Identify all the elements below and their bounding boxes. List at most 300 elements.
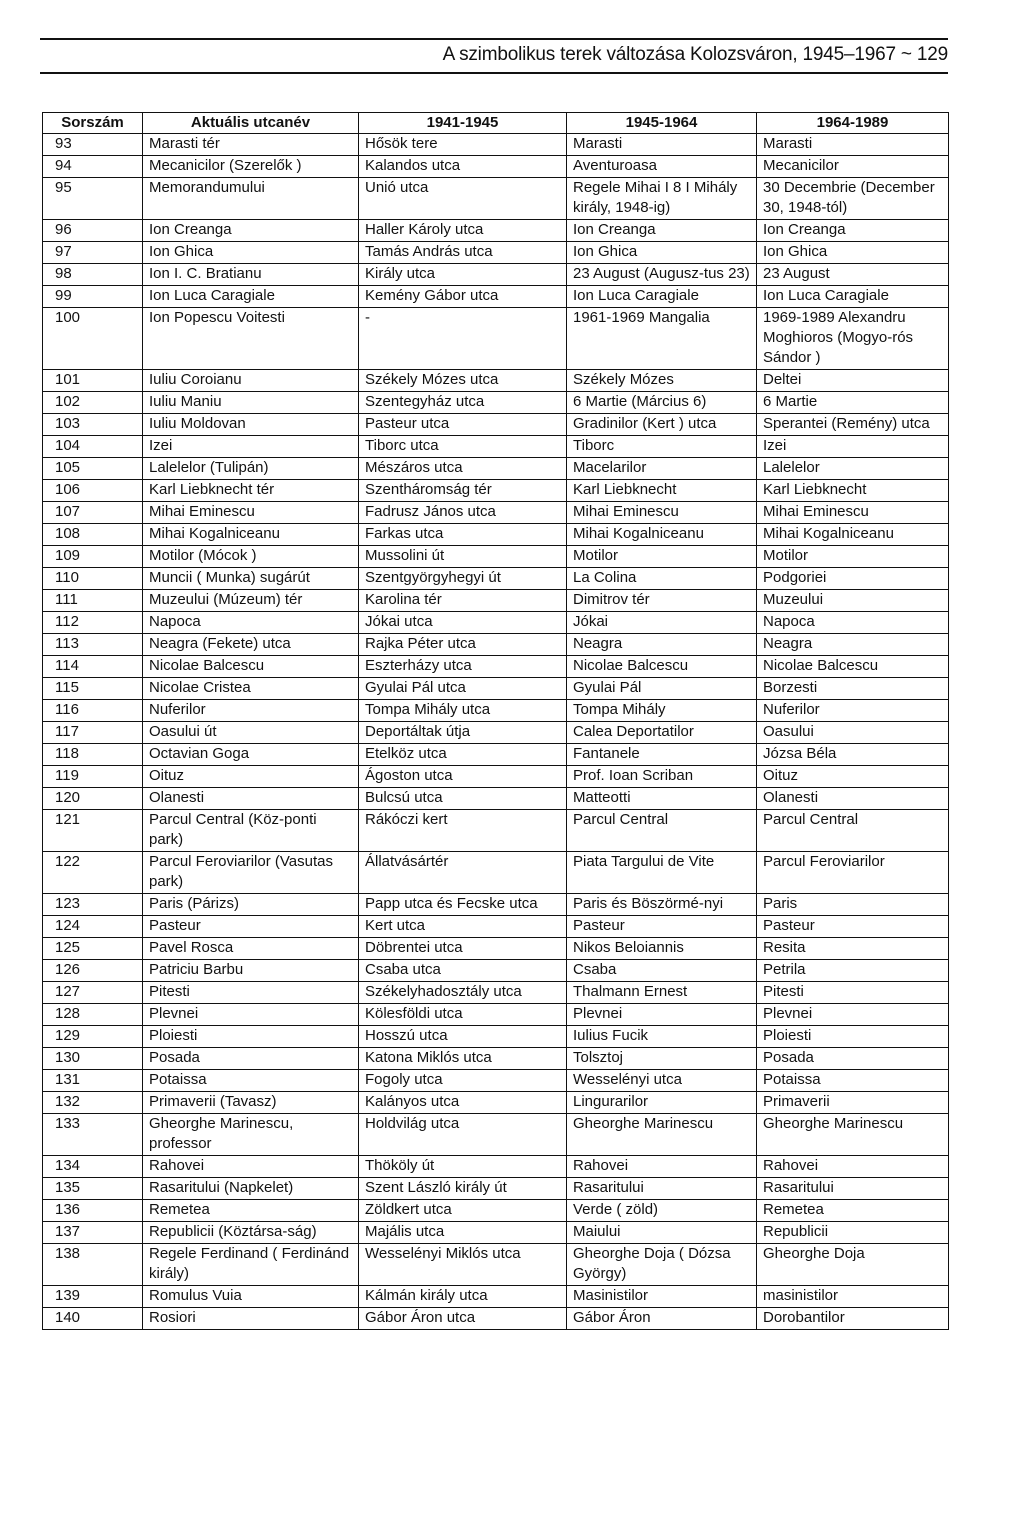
row-number-cell: 129 bbox=[43, 1026, 143, 1048]
table-row bbox=[43, 960, 949, 982]
row-number-cell: 97 bbox=[43, 242, 143, 264]
current-name-cell: Remetea bbox=[143, 1200, 359, 1222]
name-1945-1964-cell: Maiului bbox=[567, 1222, 757, 1244]
table-row bbox=[43, 634, 949, 656]
current-name-cell: Mihai Kogalniceanu bbox=[143, 524, 359, 546]
name-1941-1945-cell: Tamás András utca bbox=[359, 242, 567, 264]
name-1945-1964-cell: Paris és Böszörmé-nyi bbox=[567, 894, 757, 916]
table-row bbox=[43, 1070, 949, 1092]
name-1964-1989-cell: Podgoriei bbox=[757, 568, 949, 590]
table-row bbox=[43, 370, 949, 392]
current-name-cell: Izei bbox=[143, 436, 359, 458]
name-1964-1989-cell: Plevnei bbox=[757, 1004, 949, 1026]
current-name-cell: Patriciu Barbu bbox=[143, 960, 359, 982]
name-1964-1989-cell: 6 Martie bbox=[757, 392, 949, 414]
name-1945-1964-cell: Tompa Mihály bbox=[567, 700, 757, 722]
table-row bbox=[43, 788, 949, 810]
column-header-current-name: Aktuális utcanév bbox=[143, 113, 359, 134]
name-1941-1945-cell: Gábor Áron utca bbox=[359, 1308, 567, 1330]
name-1945-1964-cell: Motilor bbox=[567, 546, 757, 568]
current-name-cell: Nicolae Cristea bbox=[143, 678, 359, 700]
name-1945-1964-cell: Ion Ghica bbox=[567, 242, 757, 264]
row-number-cell: 123 bbox=[43, 894, 143, 916]
name-1964-1989-cell: Gheorghe Doja bbox=[757, 1244, 949, 1286]
current-name-cell: Ion Creanga bbox=[143, 220, 359, 242]
name-1964-1989-cell: Dorobantilor bbox=[757, 1308, 949, 1330]
name-1941-1945-cell: Király utca bbox=[359, 264, 567, 286]
current-name-cell: Karl Liebknecht tér bbox=[143, 480, 359, 502]
name-1941-1945-cell: Csaba utca bbox=[359, 960, 567, 982]
name-1964-1989-cell: Rasaritului bbox=[757, 1178, 949, 1200]
name-1941-1945-cell: Tompa Mihály utca bbox=[359, 700, 567, 722]
name-1945-1964-cell: Gheorghe Marinescu bbox=[567, 1114, 757, 1156]
name-1964-1989-cell: Mihai Kogalniceanu bbox=[757, 524, 949, 546]
current-name-cell: Oituz bbox=[143, 766, 359, 788]
row-number-cell: 133 bbox=[43, 1114, 143, 1156]
current-name-cell: Oasului út bbox=[143, 722, 359, 744]
row-number-cell: 120 bbox=[43, 788, 143, 810]
name-1945-1964-cell: Thalmann Ernest bbox=[567, 982, 757, 1004]
row-number-cell: 127 bbox=[43, 982, 143, 1004]
row-number-cell: 107 bbox=[43, 502, 143, 524]
table-row bbox=[43, 524, 949, 546]
current-name-cell: Nuferilor bbox=[143, 700, 359, 722]
table-row bbox=[43, 392, 949, 414]
current-name-cell: Memorandumului bbox=[143, 178, 359, 220]
name-1941-1945-cell: Tiborc utca bbox=[359, 436, 567, 458]
name-1941-1945-cell: Mussolini út bbox=[359, 546, 567, 568]
name-1941-1945-cell: Hősök tere bbox=[359, 134, 567, 156]
current-name-cell: Pasteur bbox=[143, 916, 359, 938]
current-name-cell: Gheorghe Marinescu, professor bbox=[143, 1114, 359, 1156]
name-1941-1945-cell: Székely Mózes utca bbox=[359, 370, 567, 392]
name-1964-1989-cell: Pitesti bbox=[757, 982, 949, 1004]
name-1941-1945-cell: Bulcsú utca bbox=[359, 788, 567, 810]
name-1964-1989-cell: Gheorghe Marinescu bbox=[757, 1114, 949, 1156]
name-1945-1964-cell: Dimitrov tér bbox=[567, 590, 757, 612]
table-row bbox=[43, 678, 949, 700]
name-1945-1964-cell: Csaba bbox=[567, 960, 757, 982]
row-number-cell: 93 bbox=[43, 134, 143, 156]
name-1945-1964-cell: Plevnei bbox=[567, 1004, 757, 1026]
column-header-1964-1989: 1964-1989 bbox=[757, 113, 949, 134]
name-1964-1989-cell: Paris bbox=[757, 894, 949, 916]
table-row bbox=[43, 982, 949, 1004]
name-1941-1945-cell: Rákóczi kert bbox=[359, 810, 567, 852]
table-row bbox=[43, 722, 949, 744]
current-name-cell: Pitesti bbox=[143, 982, 359, 1004]
table-row bbox=[43, 1026, 949, 1048]
table-row bbox=[43, 744, 949, 766]
name-1964-1989-cell: Motilor bbox=[757, 546, 949, 568]
name-1941-1945-cell: Szentgyörgyhegyi út bbox=[359, 568, 567, 590]
row-number-cell: 98 bbox=[43, 264, 143, 286]
row-number-cell: 100 bbox=[43, 308, 143, 370]
name-1964-1989-cell: Parcul Feroviarilor bbox=[757, 852, 949, 894]
row-number-cell: 137 bbox=[43, 1222, 143, 1244]
current-name-cell: Ion Luca Caragiale bbox=[143, 286, 359, 308]
row-number-cell: 125 bbox=[43, 938, 143, 960]
current-name-cell: Mihai Eminescu bbox=[143, 502, 359, 524]
current-name-cell: Pavel Rosca bbox=[143, 938, 359, 960]
table-row bbox=[43, 916, 949, 938]
row-number-cell: 108 bbox=[43, 524, 143, 546]
name-1941-1945-cell: Ágoston utca bbox=[359, 766, 567, 788]
name-1964-1989-cell: Napoca bbox=[757, 612, 949, 634]
name-1945-1964-cell: Fantanele bbox=[567, 744, 757, 766]
table-row bbox=[43, 286, 949, 308]
name-1941-1945-cell: Jókai utca bbox=[359, 612, 567, 634]
name-1945-1964-cell: Calea Deportatilor bbox=[567, 722, 757, 744]
name-1941-1945-cell: Kalandos utca bbox=[359, 156, 567, 178]
name-1964-1989-cell: Parcul Central bbox=[757, 810, 949, 852]
name-1945-1964-cell: Ion Creanga bbox=[567, 220, 757, 242]
current-name-cell: Napoca bbox=[143, 612, 359, 634]
name-1941-1945-cell: - bbox=[359, 308, 567, 370]
name-1964-1989-cell: Deltei bbox=[757, 370, 949, 392]
name-1945-1964-cell: Marasti bbox=[567, 134, 757, 156]
row-number-cell: 111 bbox=[43, 590, 143, 612]
name-1941-1945-cell: Karolina tér bbox=[359, 590, 567, 612]
name-1945-1964-cell: Piata Targului de Vite bbox=[567, 852, 757, 894]
row-number-cell: 134 bbox=[43, 1156, 143, 1178]
current-name-cell: Republicii (Köztársa-ság) bbox=[143, 1222, 359, 1244]
table-body bbox=[43, 134, 949, 1330]
table-row bbox=[43, 590, 949, 612]
row-number-cell: 96 bbox=[43, 220, 143, 242]
table-row bbox=[43, 852, 949, 894]
table-row bbox=[43, 178, 949, 220]
name-1941-1945-cell: Kölesföldi utca bbox=[359, 1004, 567, 1026]
row-number-cell: 103 bbox=[43, 414, 143, 436]
name-1945-1964-cell: Neagra bbox=[567, 634, 757, 656]
name-1964-1989-cell: Pasteur bbox=[757, 916, 949, 938]
row-number-cell: 110 bbox=[43, 568, 143, 590]
name-1941-1945-cell: Thököly út bbox=[359, 1156, 567, 1178]
current-name-cell: Parcul Feroviarilor (Vasutas park) bbox=[143, 852, 359, 894]
name-1945-1964-cell: Karl Liebknecht bbox=[567, 480, 757, 502]
table-row bbox=[43, 894, 949, 916]
row-number-cell: 105 bbox=[43, 458, 143, 480]
name-1964-1989-cell: Ploiesti bbox=[757, 1026, 949, 1048]
current-name-cell: Ion Popescu Voitesti bbox=[143, 308, 359, 370]
current-name-cell: Lalelelor (Tulipán) bbox=[143, 458, 359, 480]
current-name-cell: Primaverii (Tavasz) bbox=[143, 1092, 359, 1114]
table-row bbox=[43, 700, 949, 722]
name-1964-1989-cell: Primaverii bbox=[757, 1092, 949, 1114]
name-1964-1989-cell: Nuferilor bbox=[757, 700, 949, 722]
name-1964-1989-cell: Republicii bbox=[757, 1222, 949, 1244]
row-number-cell: 106 bbox=[43, 480, 143, 502]
table-row bbox=[43, 810, 949, 852]
table-row bbox=[43, 568, 949, 590]
row-number-cell: 140 bbox=[43, 1308, 143, 1330]
name-1964-1989-cell: Ion Creanga bbox=[757, 220, 949, 242]
name-1945-1964-cell: Parcul Central bbox=[567, 810, 757, 852]
name-1941-1945-cell: Fogoly utca bbox=[359, 1070, 567, 1092]
name-1941-1945-cell: Holdvilág utca bbox=[359, 1114, 567, 1156]
table-row bbox=[43, 1308, 949, 1330]
row-number-cell: 132 bbox=[43, 1092, 143, 1114]
column-header-number: Sorszám bbox=[43, 113, 143, 134]
name-1945-1964-cell: Lingurarilor bbox=[567, 1092, 757, 1114]
name-1964-1989-cell: Olanesti bbox=[757, 788, 949, 810]
table-row bbox=[43, 436, 949, 458]
name-1945-1964-cell: Matteotti bbox=[567, 788, 757, 810]
table-row bbox=[43, 1200, 949, 1222]
name-1945-1964-cell: Rasaritului bbox=[567, 1178, 757, 1200]
row-number-cell: 112 bbox=[43, 612, 143, 634]
table-row bbox=[43, 1178, 949, 1200]
name-1945-1964-cell: Nicolae Balcescu bbox=[567, 656, 757, 678]
current-name-cell: Olanesti bbox=[143, 788, 359, 810]
name-1945-1964-cell: 6 Martie (Március 6) bbox=[567, 392, 757, 414]
name-1945-1964-cell: 23 August (Augusz-tus 23) bbox=[567, 264, 757, 286]
name-1941-1945-cell: Deportáltak útja bbox=[359, 722, 567, 744]
name-1964-1989-cell: Oasului bbox=[757, 722, 949, 744]
name-1964-1989-cell: Sperantei (Remény) utca bbox=[757, 414, 949, 436]
name-1945-1964-cell: Verde ( zöld) bbox=[567, 1200, 757, 1222]
name-1964-1989-cell: Izei bbox=[757, 436, 949, 458]
name-1964-1989-cell: Ion Ghica bbox=[757, 242, 949, 264]
row-number-cell: 94 bbox=[43, 156, 143, 178]
current-name-cell: Marasti tér bbox=[143, 134, 359, 156]
table-row bbox=[43, 502, 949, 524]
name-1945-1964-cell: Tiborc bbox=[567, 436, 757, 458]
name-1964-1989-cell: Posada bbox=[757, 1048, 949, 1070]
table-row bbox=[43, 458, 949, 480]
header-rule bbox=[40, 72, 948, 74]
name-1941-1945-cell: Székelyhadosztály utca bbox=[359, 982, 567, 1004]
current-name-cell: Ploiesti bbox=[143, 1026, 359, 1048]
row-number-cell: 130 bbox=[43, 1048, 143, 1070]
column-header-1945-1964: 1945-1964 bbox=[567, 113, 757, 134]
name-1964-1989-cell: Muzeului bbox=[757, 590, 949, 612]
current-name-cell: Iuliu Coroianu bbox=[143, 370, 359, 392]
row-number-cell: 118 bbox=[43, 744, 143, 766]
row-number-cell: 116 bbox=[43, 700, 143, 722]
table-row bbox=[43, 1092, 949, 1114]
name-1941-1945-cell: Katona Miklós utca bbox=[359, 1048, 567, 1070]
table-row bbox=[43, 1004, 949, 1026]
current-name-cell: Ion Ghica bbox=[143, 242, 359, 264]
name-1941-1945-cell: Kert utca bbox=[359, 916, 567, 938]
table-row bbox=[43, 546, 949, 568]
current-name-cell: Rasaritului (Napkelet) bbox=[143, 1178, 359, 1200]
name-1964-1989-cell: 30 Decembrie (December 30, 1948-tól) bbox=[757, 178, 949, 220]
current-name-cell: Iuliu Moldovan bbox=[143, 414, 359, 436]
table-row bbox=[43, 156, 949, 178]
name-1945-1964-cell: Ion Luca Caragiale bbox=[567, 286, 757, 308]
current-name-cell: Iuliu Maniu bbox=[143, 392, 359, 414]
name-1941-1945-cell: Kalányos utca bbox=[359, 1092, 567, 1114]
name-1941-1945-cell: Gyulai Pál utca bbox=[359, 678, 567, 700]
current-name-cell: Regele Ferdinand ( Ferdinánd király) bbox=[143, 1244, 359, 1286]
name-1945-1964-cell: Aventuroasa bbox=[567, 156, 757, 178]
table-row bbox=[43, 1286, 949, 1308]
name-1945-1964-cell: Székely Mózes bbox=[567, 370, 757, 392]
row-number-cell: 124 bbox=[43, 916, 143, 938]
table-row bbox=[43, 264, 949, 286]
table-row bbox=[43, 414, 949, 436]
name-1941-1945-cell: Döbrentei utca bbox=[359, 938, 567, 960]
name-1964-1989-cell: Oituz bbox=[757, 766, 949, 788]
row-number-cell: 126 bbox=[43, 960, 143, 982]
table-row bbox=[43, 220, 949, 242]
street-names-table bbox=[42, 112, 949, 1330]
name-1941-1945-cell: Szent László király út bbox=[359, 1178, 567, 1200]
row-number-cell: 136 bbox=[43, 1200, 143, 1222]
row-number-cell: 102 bbox=[43, 392, 143, 414]
table-row bbox=[43, 308, 949, 370]
name-1945-1964-cell: Tolsztoj bbox=[567, 1048, 757, 1070]
name-1964-1989-cell: 1969-1989 Alexandru Moghioros (Mogyo-rós Sándor ) bbox=[757, 308, 949, 370]
name-1941-1945-cell: Szentháromság tér bbox=[359, 480, 567, 502]
name-1941-1945-cell: Eszterházy utca bbox=[359, 656, 567, 678]
name-1941-1945-cell: Kemény Gábor utca bbox=[359, 286, 567, 308]
name-1945-1964-cell: Jókai bbox=[567, 612, 757, 634]
table-row bbox=[43, 1156, 949, 1178]
name-1945-1964-cell: Wesselényi utca bbox=[567, 1070, 757, 1092]
running-title: A szimbolikus terek változása Kolozsváron, 1945–1967 ~ 129 bbox=[442, 44, 948, 65]
row-number-cell: 95 bbox=[43, 178, 143, 220]
table-header bbox=[43, 113, 949, 134]
name-1945-1964-cell: Iulius Fucik bbox=[567, 1026, 757, 1048]
name-1941-1945-cell: Pasteur utca bbox=[359, 414, 567, 436]
name-1945-1964-cell: Prof. Ioan Scriban bbox=[567, 766, 757, 788]
name-1964-1989-cell: Karl Liebknecht bbox=[757, 480, 949, 502]
table-row bbox=[43, 1244, 949, 1286]
current-name-cell: Octavian Goga bbox=[143, 744, 359, 766]
name-1964-1989-cell: Petrila bbox=[757, 960, 949, 982]
row-number-cell: 138 bbox=[43, 1244, 143, 1286]
name-1964-1989-cell: Józsa Béla bbox=[757, 744, 949, 766]
table-row bbox=[43, 656, 949, 678]
current-name-cell: Plevnei bbox=[143, 1004, 359, 1026]
name-1941-1945-cell: Majális utca bbox=[359, 1222, 567, 1244]
name-1964-1989-cell: 23 August bbox=[757, 264, 949, 286]
table-row bbox=[43, 1114, 949, 1156]
current-name-cell: Parcul Central (Köz-ponti park) bbox=[143, 810, 359, 852]
row-number-cell: 101 bbox=[43, 370, 143, 392]
name-1964-1989-cell: Nicolae Balcescu bbox=[757, 656, 949, 678]
row-number-cell: 128 bbox=[43, 1004, 143, 1026]
name-1945-1964-cell: Gyulai Pál bbox=[567, 678, 757, 700]
name-1945-1964-cell: 1961-1969 Mangalia bbox=[567, 308, 757, 370]
name-1945-1964-cell: Nikos Beloiannis bbox=[567, 938, 757, 960]
name-1941-1945-cell: Farkas utca bbox=[359, 524, 567, 546]
table-row bbox=[43, 1222, 949, 1244]
name-1941-1945-cell: Mészáros utca bbox=[359, 458, 567, 480]
name-1964-1989-cell: Mihai Eminescu bbox=[757, 502, 949, 524]
current-name-cell: Mecanicilor (Szerelők ) bbox=[143, 156, 359, 178]
current-name-cell: Ion I. C. Bratianu bbox=[143, 264, 359, 286]
name-1941-1945-cell: Etelköz utca bbox=[359, 744, 567, 766]
name-1941-1945-cell: Papp utca és Fecske utca bbox=[359, 894, 567, 916]
name-1945-1964-cell: Gábor Áron bbox=[567, 1308, 757, 1330]
table-row bbox=[43, 242, 949, 264]
header-row bbox=[43, 113, 949, 134]
current-name-cell: Rosiori bbox=[143, 1308, 359, 1330]
row-number-cell: 139 bbox=[43, 1286, 143, 1308]
name-1941-1945-cell: Rajka Péter utca bbox=[359, 634, 567, 656]
name-1964-1989-cell: masinistilor bbox=[757, 1286, 949, 1308]
row-number-cell: 114 bbox=[43, 656, 143, 678]
row-number-cell: 113 bbox=[43, 634, 143, 656]
name-1964-1989-cell: Potaissa bbox=[757, 1070, 949, 1092]
row-number-cell: 135 bbox=[43, 1178, 143, 1200]
name-1945-1964-cell: Pasteur bbox=[567, 916, 757, 938]
current-name-cell: Rahovei bbox=[143, 1156, 359, 1178]
table-row bbox=[43, 134, 949, 156]
name-1964-1989-cell: Marasti bbox=[757, 134, 949, 156]
row-number-cell: 122 bbox=[43, 852, 143, 894]
name-1964-1989-cell: Remetea bbox=[757, 1200, 949, 1222]
row-number-cell: 119 bbox=[43, 766, 143, 788]
current-name-cell: Muzeului (Múzeum) tér bbox=[143, 590, 359, 612]
row-number-cell: 115 bbox=[43, 678, 143, 700]
current-name-cell: Motilor (Mócok ) bbox=[143, 546, 359, 568]
name-1964-1989-cell: Resita bbox=[757, 938, 949, 960]
name-1964-1989-cell: Borzesti bbox=[757, 678, 949, 700]
current-name-cell: Neagra (Fekete) utca bbox=[143, 634, 359, 656]
name-1945-1964-cell: Mihai Eminescu bbox=[567, 502, 757, 524]
current-name-cell: Posada bbox=[143, 1048, 359, 1070]
current-name-cell: Romulus Vuia bbox=[143, 1286, 359, 1308]
row-number-cell: 109 bbox=[43, 546, 143, 568]
name-1945-1964-cell: Mihai Kogalniceanu bbox=[567, 524, 757, 546]
page-header bbox=[40, 38, 948, 65]
current-name-cell: Muncii ( Munka) sugárút bbox=[143, 568, 359, 590]
name-1945-1964-cell: La Colina bbox=[567, 568, 757, 590]
name-1945-1964-cell: Rahovei bbox=[567, 1156, 757, 1178]
row-number-cell: 99 bbox=[43, 286, 143, 308]
name-1941-1945-cell: Haller Károly utca bbox=[359, 220, 567, 242]
table-row bbox=[43, 480, 949, 502]
name-1941-1945-cell: Állatvásártér bbox=[359, 852, 567, 894]
name-1964-1989-cell: Rahovei bbox=[757, 1156, 949, 1178]
name-1945-1964-cell: Macelarilor bbox=[567, 458, 757, 480]
name-1941-1945-cell: Szentegyház utca bbox=[359, 392, 567, 414]
row-number-cell: 121 bbox=[43, 810, 143, 852]
current-name-cell: Paris (Párizs) bbox=[143, 894, 359, 916]
name-1941-1945-cell: Wesselényi Miklós utca bbox=[359, 1244, 567, 1286]
name-1964-1989-cell: Mecanicilor bbox=[757, 156, 949, 178]
name-1941-1945-cell: Zöldkert utca bbox=[359, 1200, 567, 1222]
table-row bbox=[43, 766, 949, 788]
row-number-cell: 117 bbox=[43, 722, 143, 744]
name-1964-1989-cell: Ion Luca Caragiale bbox=[757, 286, 949, 308]
name-1941-1945-cell: Unió utca bbox=[359, 178, 567, 220]
name-1945-1964-cell: Regele Mihai I 8 I Mihály király, 1948-ig) bbox=[567, 178, 757, 220]
table-row bbox=[43, 612, 949, 634]
current-name-cell: Nicolae Balcescu bbox=[143, 656, 359, 678]
table-row bbox=[43, 1048, 949, 1070]
row-number-cell: 104 bbox=[43, 436, 143, 458]
name-1941-1945-cell: Kálmán király utca bbox=[359, 1286, 567, 1308]
name-1945-1964-cell: Gradinilor (Kert ) utca bbox=[567, 414, 757, 436]
name-1941-1945-cell: Fadrusz János utca bbox=[359, 502, 567, 524]
name-1945-1964-cell: Masinistilor bbox=[567, 1286, 757, 1308]
name-1964-1989-cell: Lalelelor bbox=[757, 458, 949, 480]
current-name-cell: Potaissa bbox=[143, 1070, 359, 1092]
row-number-cell: 131 bbox=[43, 1070, 143, 1092]
name-1945-1964-cell: Gheorghe Doja ( Dózsa György) bbox=[567, 1244, 757, 1286]
name-1941-1945-cell: Hosszú utca bbox=[359, 1026, 567, 1048]
name-1964-1989-cell: Neagra bbox=[757, 634, 949, 656]
table-row bbox=[43, 938, 949, 960]
column-header-1941-1945: 1941-1945 bbox=[359, 113, 567, 134]
